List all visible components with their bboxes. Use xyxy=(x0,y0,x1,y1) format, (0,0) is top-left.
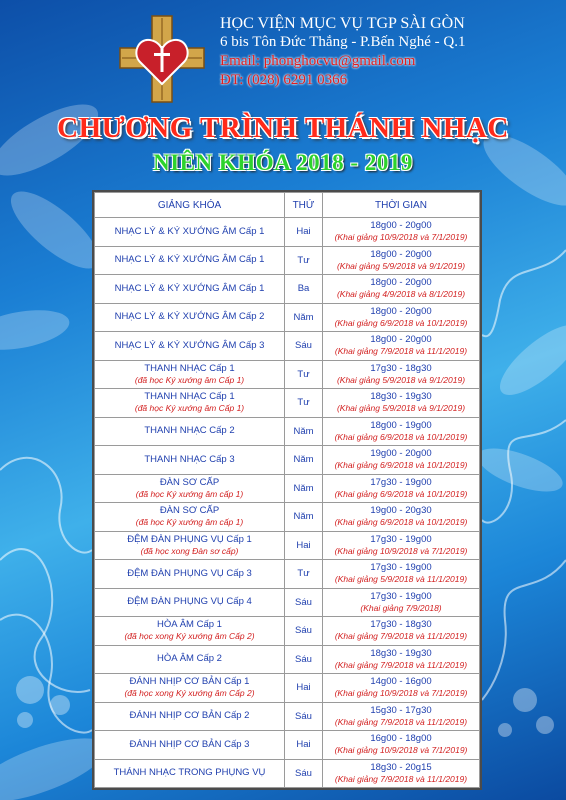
day-cell: Hai xyxy=(285,731,323,760)
opening-date-note: (Khai giảng 7/9/2018 và 11/1/2019) xyxy=(334,659,468,670)
time-range: 15g30 - 17g30 xyxy=(370,704,432,716)
table-row xyxy=(95,731,480,760)
day-cell: Năm xyxy=(285,303,323,332)
time-cell xyxy=(323,218,480,247)
course-cell xyxy=(95,303,285,332)
table-row xyxy=(95,531,480,560)
course-cell xyxy=(95,446,285,475)
course-prerequisite-note: (đã học xong Ký xướng âm Cấp 2) xyxy=(124,688,255,699)
course-cell xyxy=(95,275,285,304)
header-day: THỨ xyxy=(285,193,323,218)
course-name: ĐỆM ĐÀN PHỤNG VỤ Cấp 1 xyxy=(127,533,252,545)
time-range: 18g00 - 20g00 xyxy=(370,305,432,317)
course-cell xyxy=(95,474,285,503)
header-time: THỜI GIAN xyxy=(323,193,480,218)
course-cell xyxy=(95,617,285,646)
course-cell xyxy=(95,503,285,532)
header-course: GIẢNG KHÓA xyxy=(95,193,285,218)
day-cell: Sáu xyxy=(285,617,323,646)
opening-date-note: (Khai giảng 6/9/2018 và 10/1/2019) xyxy=(334,431,468,442)
opening-date-note: (Khai giảng 10/9/2018 và 7/1/2019) xyxy=(334,688,468,699)
table-row xyxy=(95,645,480,674)
course-name: ĐÀN SƠ CẤP xyxy=(159,505,220,517)
opening-date-note: (Khai giảng 5/9/2018 và 9/1/2019) xyxy=(336,374,466,385)
opening-date-note: (Khai giảng 5/9/2018 và 9/1/2019) xyxy=(336,260,466,271)
time-cell xyxy=(323,389,480,418)
day-cell: Tư xyxy=(285,246,323,275)
time-range: 18g00 - 20g00 xyxy=(370,248,432,260)
table-row xyxy=(95,303,480,332)
course-cell xyxy=(95,759,285,788)
table-header-row xyxy=(95,193,480,218)
day-cell: Tư xyxy=(285,389,323,418)
table-row xyxy=(95,759,480,788)
opening-date-note: (Khai giảng 7/9/2018 và 11/1/2019) xyxy=(334,631,468,642)
day-cell: Sáu xyxy=(285,702,323,731)
opening-date-note: (Khai giảng 6/9/2018 và 10/1/2019) xyxy=(334,517,468,528)
course-prerequisite-note: (đã học Ký xướng âm cấp 1) xyxy=(135,517,244,528)
time-range: 17g30 - 19g00 xyxy=(370,533,432,545)
course-cell xyxy=(95,588,285,617)
day-cell: Sáu xyxy=(285,588,323,617)
organization-email: Email: phonghocvu@gmail.com xyxy=(220,53,416,69)
course-name: THANH NHẠC Cấp 1 xyxy=(144,391,235,403)
table-row xyxy=(95,417,480,446)
opening-date-note: (Khai giảng 7/9/2018 và 11/1/2019) xyxy=(334,346,468,357)
table-row xyxy=(95,389,480,418)
organization-address: 6 bis Tôn Đức Thắng - P.Bến Nghé - Q.1 xyxy=(220,34,466,50)
schedule-table-container xyxy=(92,190,482,790)
time-cell xyxy=(323,303,480,332)
course-name: ĐÀN SƠ CẤP xyxy=(159,476,220,488)
course-cell xyxy=(95,218,285,247)
time-cell xyxy=(323,275,480,304)
course-prerequisite-note: (đã học Ký xướng âm Cấp 1) xyxy=(134,403,245,414)
time-cell xyxy=(323,702,480,731)
day-cell: Hai xyxy=(285,674,323,703)
day-cell: Tư xyxy=(285,560,323,589)
time-cell xyxy=(323,759,480,788)
course-cell xyxy=(95,531,285,560)
course-name: ĐỆM ĐÀN PHỤNG VỤ Cấp 4 xyxy=(127,596,252,608)
table-row xyxy=(95,474,480,503)
course-name: NHẠC LÝ & KÝ XƯỚNG ÂM Cấp 3 xyxy=(114,339,265,351)
course-name: NHẠC LÝ & KÝ XƯỚNG ÂM Cấp 1 xyxy=(114,282,265,294)
table-row xyxy=(95,332,480,361)
course-name: NHẠC LÝ & KÝ XƯỚNG ÂM Cấp 1 xyxy=(114,225,265,237)
time-range: 19g00 - 20g30 xyxy=(370,505,432,517)
time-cell xyxy=(323,588,480,617)
table-row xyxy=(95,503,480,532)
time-range: 18g30 - 19g30 xyxy=(370,647,432,659)
time-cell xyxy=(323,332,480,361)
day-cell: Sáu xyxy=(285,332,323,361)
course-cell xyxy=(95,731,285,760)
time-range: 17g30 - 19g00 xyxy=(370,590,432,602)
day-cell: Năm xyxy=(285,503,323,532)
time-cell xyxy=(323,560,480,589)
day-cell: Hai xyxy=(285,218,323,247)
table-row xyxy=(95,617,480,646)
time-range: 18g00 - 19g00 xyxy=(370,419,432,431)
table-row xyxy=(95,218,480,247)
course-name: ĐÁNH NHỊP CƠ BẢN Cấp 1 xyxy=(129,676,250,688)
course-cell xyxy=(95,560,285,589)
organization-phone: ĐT: (028) 6291 0366 xyxy=(220,72,348,88)
table-row xyxy=(95,360,480,389)
day-cell: Sáu xyxy=(285,645,323,674)
opening-date-note: (Khai giảng 6/9/2018 và 10/1/2019) xyxy=(334,488,468,499)
opening-date-note: (Khai giảng 10/9/2018 và 7/1/2019) xyxy=(334,745,468,756)
course-name: ĐỆM ĐÀN PHỤNG VỤ Cấp 3 xyxy=(127,567,252,579)
table-row xyxy=(95,246,480,275)
time-range: 18g30 - 19g30 xyxy=(370,391,432,403)
course-name: NHẠC LÝ & KÝ XƯỚNG ÂM Cấp 1 xyxy=(114,254,265,266)
time-range: 17g30 - 19g00 xyxy=(370,476,432,488)
time-cell xyxy=(323,503,480,532)
table-row xyxy=(95,702,480,731)
course-name: ĐÁNH NHỊP CƠ BẢN Cấp 2 xyxy=(129,710,250,722)
course-name: HÒA ÂM Cấp 1 xyxy=(157,619,222,631)
opening-date-note: (Khai giảng 4/9/2018 và 8/1/2019) xyxy=(336,289,466,300)
course-cell xyxy=(95,674,285,703)
course-name: NHẠC LÝ & KÝ XƯỚNG ÂM Cấp 2 xyxy=(114,311,265,323)
schedule-table xyxy=(94,192,480,788)
time-cell xyxy=(323,674,480,703)
time-cell xyxy=(323,246,480,275)
time-cell xyxy=(323,617,480,646)
table-body xyxy=(95,218,480,788)
course-name: THÁNH NHẠC TRONG PHỤNG VỤ xyxy=(113,767,266,779)
header xyxy=(0,0,566,190)
opening-date-note: (Khai giảng 7/9/2018) xyxy=(360,602,442,613)
time-range: 14g00 - 16g00 xyxy=(370,676,432,688)
time-cell xyxy=(323,446,480,475)
opening-date-note: (Khai giảng 6/9/2018 và 10/1/2019) xyxy=(334,317,468,328)
opening-date-note: (Khai giảng 10/9/2018 và 7/1/2019) xyxy=(334,232,468,243)
time-range: 17g30 - 18g30 xyxy=(370,619,432,631)
time-cell xyxy=(323,645,480,674)
institute-logo-icon xyxy=(118,14,206,104)
course-prerequisite-note: (đã học xong Ký xướng âm Cấp 2) xyxy=(124,631,255,642)
time-cell xyxy=(323,417,480,446)
day-cell: Hai xyxy=(285,531,323,560)
page-title: CHƯƠNG TRÌNH THÁNH NHẠC xyxy=(57,112,509,144)
table-row xyxy=(95,446,480,475)
day-cell: Sáu xyxy=(285,759,323,788)
time-cell xyxy=(323,474,480,503)
table-row xyxy=(95,588,480,617)
course-name: THANH NHẠC Cấp 1 xyxy=(144,362,235,374)
opening-date-note: (Khai giảng 10/9/2018 và 7/1/2019) xyxy=(334,545,468,556)
course-cell xyxy=(95,246,285,275)
time-range: 18g00 - 20g00 xyxy=(370,277,432,289)
table-row xyxy=(95,674,480,703)
course-cell xyxy=(95,702,285,731)
time-range: 19g00 - 20g00 xyxy=(370,448,432,460)
time-cell xyxy=(323,531,480,560)
organization-name: HỌC VIỆN MỤC VỤ TGP SÀI GÒN xyxy=(220,15,465,32)
course-name: HÒA ÂM Cấp 2 xyxy=(157,653,222,665)
time-cell xyxy=(323,731,480,760)
time-cell xyxy=(323,360,480,389)
course-name: THANH NHẠC Cấp 2 xyxy=(144,425,235,437)
course-prerequisite-note: (đã học xong Đàn sơ cấp) xyxy=(140,545,239,556)
time-range: 16g00 - 18g00 xyxy=(370,733,432,745)
course-prerequisite-note: (đã học Ký xướng âm cấp 1) xyxy=(135,488,244,499)
opening-date-note: (Khai giảng 6/9/2018 và 10/1/2019) xyxy=(334,460,468,471)
day-cell: Ba xyxy=(285,275,323,304)
table-row xyxy=(95,275,480,304)
course-cell xyxy=(95,645,285,674)
course-name: THANH NHẠC Cấp 3 xyxy=(144,453,235,465)
time-range: 17g30 - 18g30 xyxy=(370,362,432,374)
day-cell: Năm xyxy=(285,417,323,446)
day-cell: Năm xyxy=(285,446,323,475)
organization-info xyxy=(220,14,465,90)
course-cell xyxy=(95,332,285,361)
course-cell xyxy=(95,417,285,446)
time-range: 18g30 - 20g15 xyxy=(370,761,432,773)
day-cell: Tư xyxy=(285,360,323,389)
opening-date-note: (Khai giảng 5/9/2018 và 11/1/2019) xyxy=(334,574,468,585)
opening-date-note: (Khai giảng 7/9/2018 và 11/1/2019) xyxy=(334,773,468,784)
course-cell xyxy=(95,389,285,418)
day-cell: Năm xyxy=(285,474,323,503)
time-range: 17g30 - 19g00 xyxy=(370,562,432,574)
page-subtitle: NIÊN KHÓA 2018 - 2019 xyxy=(153,150,413,175)
opening-date-note: (Khai giảng 7/9/2018 và 11/1/2019) xyxy=(334,716,468,727)
course-prerequisite-note: (đã học Ký xướng âm Cấp 1) xyxy=(134,374,245,385)
course-name: ĐÁNH NHỊP CƠ BẢN Cấp 3 xyxy=(129,738,250,750)
table-row xyxy=(95,560,480,589)
time-range: 18g00 - 20g00 xyxy=(370,220,432,232)
opening-date-note: (Khai giảng 5/9/2018 và 9/1/2019) xyxy=(336,403,466,414)
time-range: 18g00 - 20g00 xyxy=(370,334,432,346)
course-cell xyxy=(95,360,285,389)
